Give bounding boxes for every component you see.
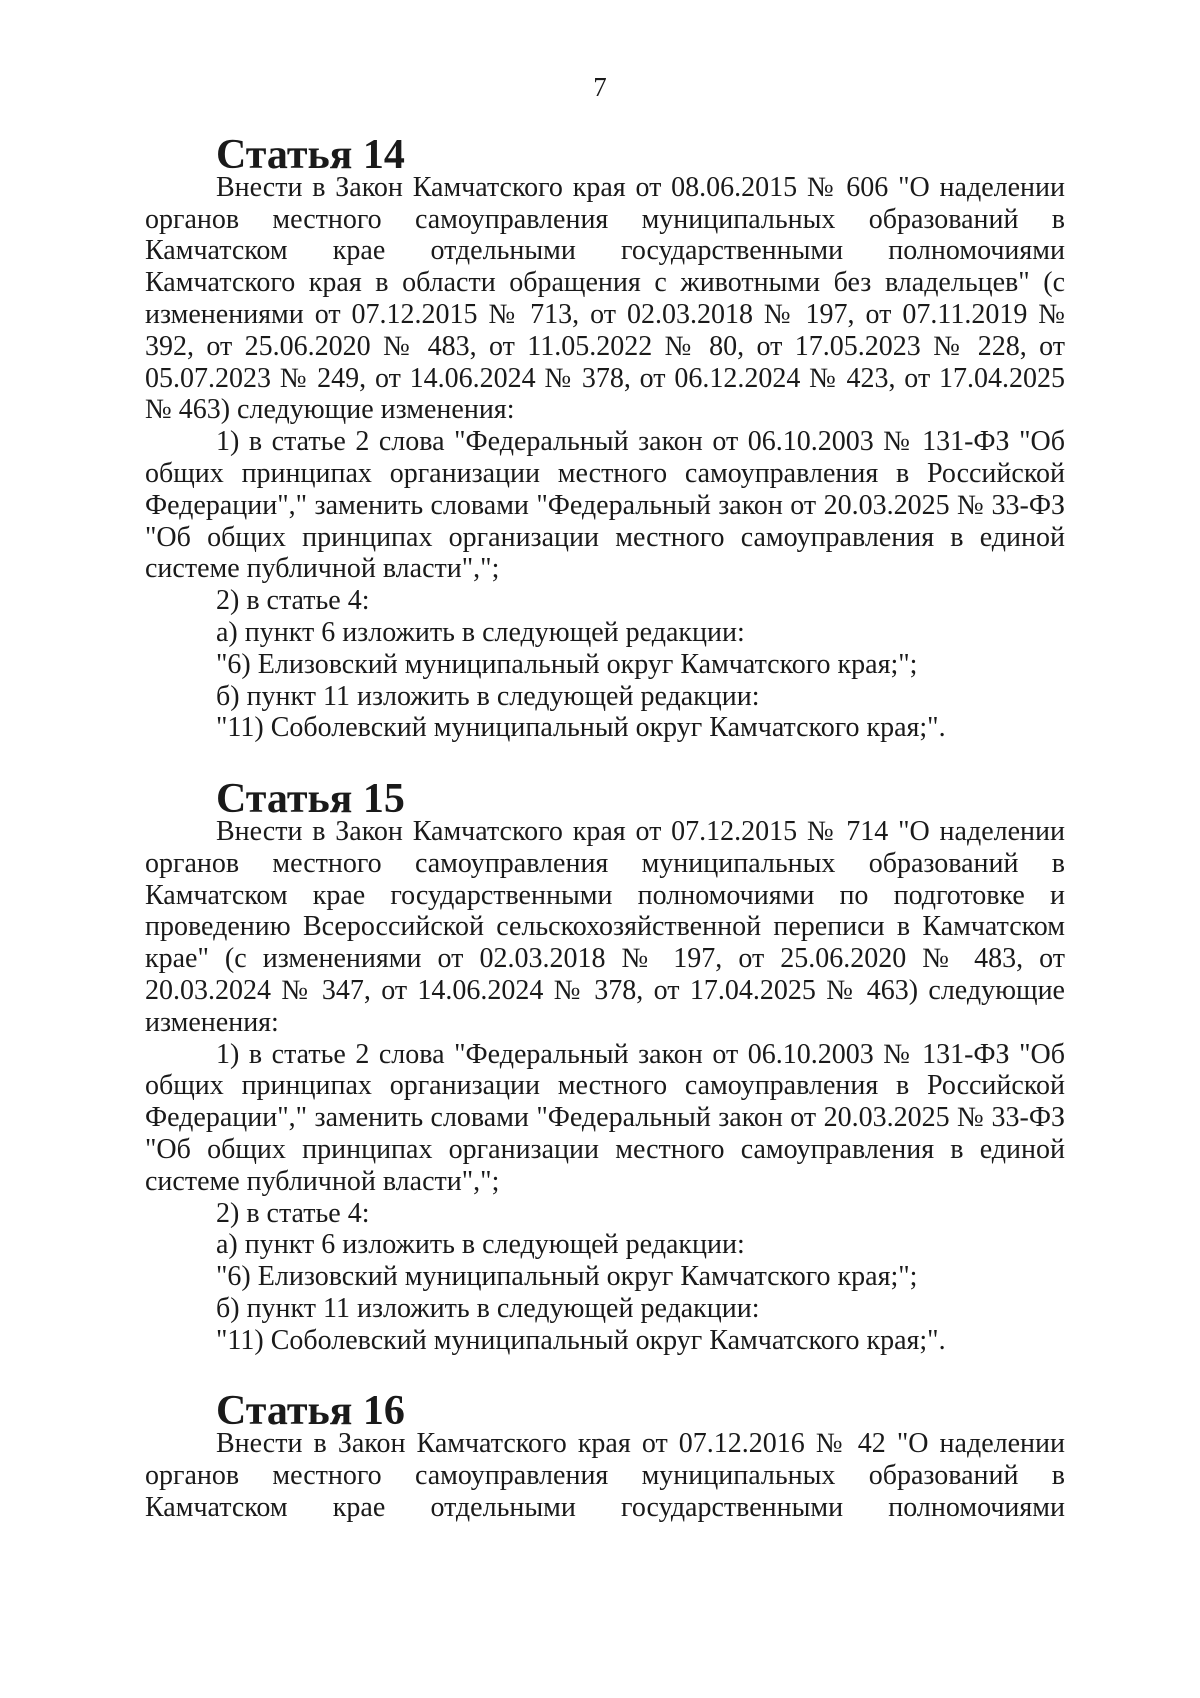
- article-paragraph: 2) в статье 4:: [216, 1197, 370, 1229]
- page-number: 7: [593, 72, 607, 102]
- article-15: [145, 776, 1065, 1356]
- article-paragraph: "6) Елизовский муниципальный округ Камчатского края;";: [216, 1261, 918, 1293]
- document-body: [145, 132, 1065, 1524]
- article-paragraph: а) пункт 6 изложить в следующей редакции:: [216, 1229, 745, 1261]
- article-paragraph: б) пункт 11 изложить в следующей редакции:: [216, 1292, 760, 1324]
- article-paragraph: Внести в Закон Камчатского края от 07.12.2016 № 42 "О наделении органов местного самоуправления муниципальных образований в Камчатском крае отдельными государственными полномочиями: [145, 1428, 1065, 1523]
- article-paragraph: "6) Елизовский муниципальный округ Камчатского края;";: [216, 648, 918, 680]
- article-paragraph: 1) в статье 2 слова "Федеральный закон от 06.10.2003 № 131-ФЗ "Об общих принципах организации местного самоуправления в Российской Федерации"," заменить словами "Федеральный закон от 20.03.2025 № 33-ФЗ "Об общих принципах организации местного самоуправления в единой системе публичной власти",";: [145, 426, 1065, 585]
- article-paragraph: Внести в Закон Камчатского края от 08.06.2015 № 606 "О наделении органов местного самоуправления муниципальных образований в Камчатском крае отдельными государственными полномочиями Камчатского края в области обращения с животными без владельцев" (с изменениями от 07.12.2015 № 713, от 02.03.2018 № 197, от 07.11.2019 № 392, от 25.06.2020 № 483, от 11.05.2022 № 80, от 17.05.2023 № 228, от 05.07.2023 № 249, от 14.06.2024 № 378, от 06.12.2024 № 423, от 17.04.2025 № 463) следующие изменения:: [145, 171, 1065, 426]
- article-paragraph: 1) в статье 2 слова "Федеральный закон от 06.10.2003 № 131-ФЗ "Об общих принципах организации местного самоуправления в Российской Федерации"," заменить словами "Федеральный закон от 20.03.2025 № 33-ФЗ "Об общих принципах организации местного самоуправления в единой системе публичной власти",";: [145, 1038, 1065, 1197]
- article-paragraph: "11) Соболевский муниципальный округ Камчатского края;".: [216, 1324, 946, 1356]
- article-paragraph: 2) в статье 4:: [216, 585, 370, 617]
- article-paragraph: б) пункт 11 изложить в следующей редакции:: [216, 680, 760, 712]
- article-paragraph: "11) Соболевский муниципальный округ Камчатского края;".: [216, 712, 946, 744]
- article-paragraph: а) пункт 6 изложить в следующей редакции:: [216, 616, 745, 648]
- article-paragraph: Внести в Закон Камчатского края от 07.12.2015 № 714 "О наделении органов местного самоуправления муниципальных образований в Камчатском крае государственными полномочиями по подготовке и проведению Всероссийской сельскохозяйственной переписи в Камчатском крае" (с изменениями от 02.03.2018 № 197, от 25.06.2020 № 483, от 20.03.2024 № 347, от 14.06.2024 № 378, от 17.04.2025 № 463) следующие изменения:: [145, 815, 1065, 1038]
- article-16: [145, 1388, 1065, 1523]
- article-heading: Статья 14: [216, 132, 405, 178]
- article-14: [145, 132, 1065, 744]
- article-heading: Статья 16: [216, 1388, 405, 1435]
- article-heading: Статья 15: [216, 776, 405, 823]
